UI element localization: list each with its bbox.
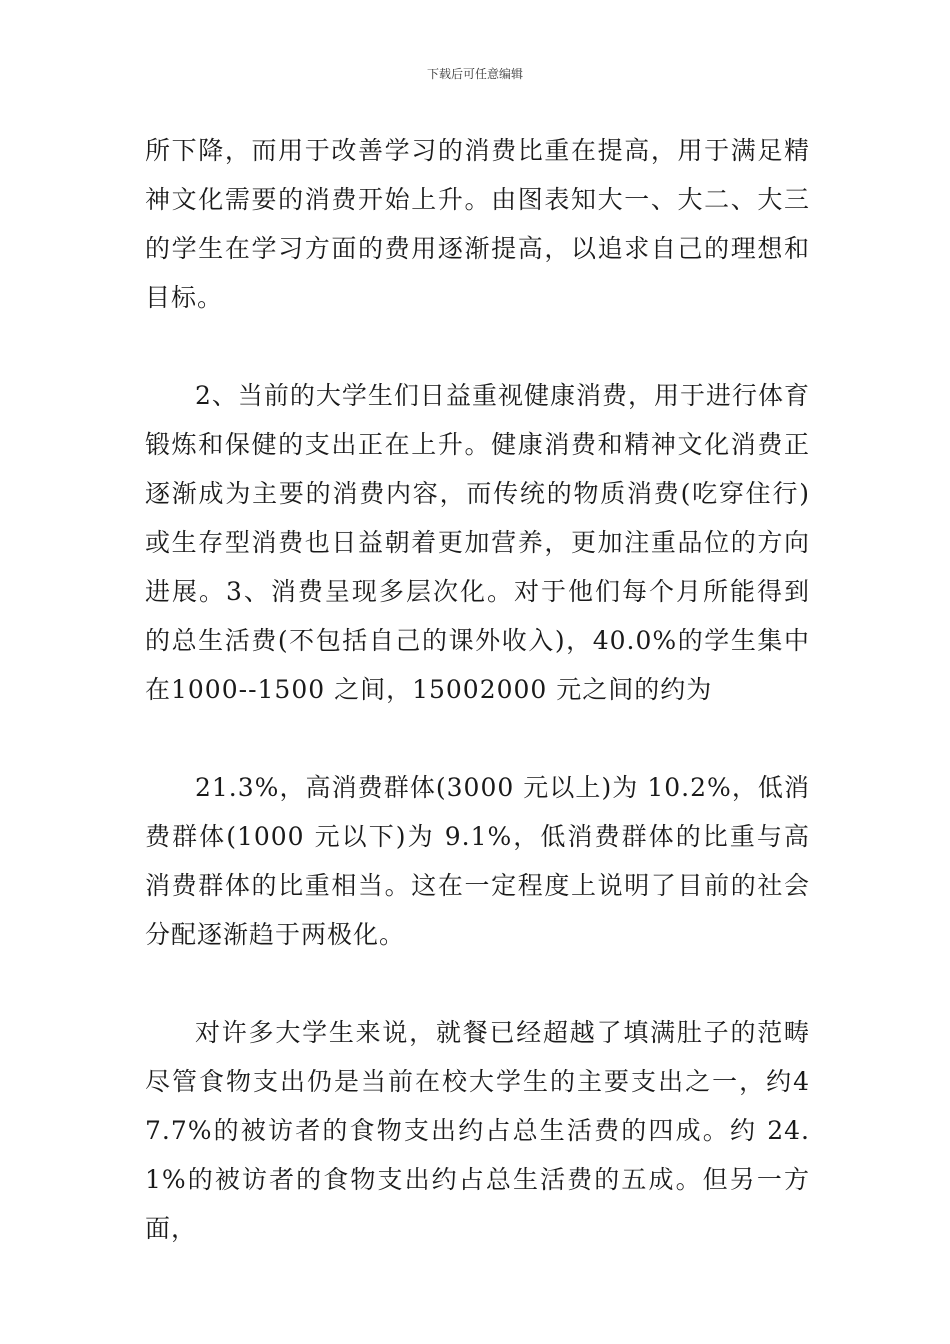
document-body [145, 126, 810, 1253]
paragraph-2: 2、当前的大学生们日益重视健康消费，用于进行体育锻炼和保健的支出正在上升。健康消费和精神文化消费正逐渐成为主要的消费内容，而传统的物质消费(吃穿住行)或生存型消费也日益朝着更加营养，更加注重品位的方向进展。3、消费呈现多层次化。对于他们每个月所能得到的总生活费(不包括自己的课外收入)，40.0%的学生集中在1000--1500 之间，15002000 元之间的约为 [145, 381, 810, 704]
paragraph-gap [145, 322, 810, 371]
paragraph-1: 所下降，而用于改善学习的消费比重在提高，用于满足精神文化需要的消费开始上升。由图表知大一、大二、大三的学生在学习方面的费用逐渐提高，以追求自己的理想和目标。 [145, 136, 810, 312]
paragraph-gap [145, 714, 810, 763]
page-header: 下载后可任意编辑 [426, 67, 523, 81]
paragraph-gap [145, 959, 810, 1008]
paragraph-3: 21.3%，高消费群体(3000 元以上)为 10.2%，低消费群体(1000 元以下)为 9.1%，低消费群体的比重与高消费群体的比重相当。这在一定程度上说明了目前的社会分配逐渐趋于两极化。 [145, 773, 810, 949]
paragraph-4: 对许多大学生来说，就餐已经超越了填满肚子的范畴尽管食物支出仍是当前在校大学生的主要支出之一，约47.7%的被访者的食物支出约占总生活费的四成。约 24.1%的被访者的食物支出约占总生活费的五成。但另一方面， [145, 1018, 810, 1243]
